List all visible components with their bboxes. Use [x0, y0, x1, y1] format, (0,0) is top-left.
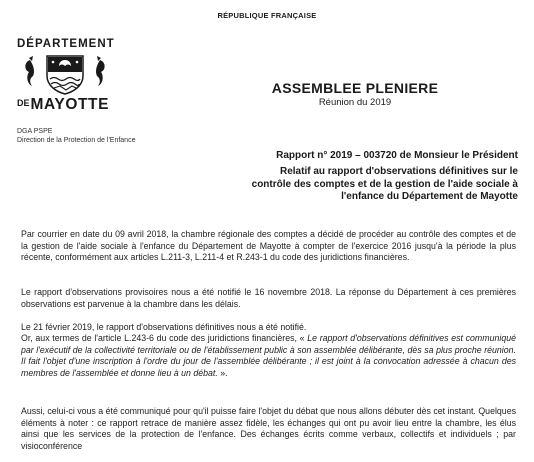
report-subject [166, 166, 518, 204]
service-reference [17, 127, 135, 145]
body-paragraph-5: Aussi, celui-ci vous a été communiqué pour qu'il puisse faire l'objet du débat que nous allons débuter dès cet instant. Quelques éléments à noter : ce rapport retrace de manière assez fidèle, les échanges qui ont pu avoir lieu entre la chambre, les élus ainsi que les services de la protection de l'enfance. Des échanges écrits comme verbaux, collectifs et individuels ; par visioconférence [21, 406, 516, 451]
body-paragraph-3: Le 21 février 2019, le rapport d'observations définitives nous a été notifié. [21, 322, 307, 332]
republique-francaise-header: RÉPUBLIQUE FRANÇAISE [217, 11, 317, 20]
meeting-subtitle: Réunion du 2019 [318, 97, 392, 108]
departement-logo-title: DÉPARTEMENT [17, 38, 115, 50]
meeting-title: ASSEMBLEE PLENIERE [271, 80, 439, 96]
report-number: Rapport n° 2019 – 003720 de Monsieur le Président [276, 150, 518, 161]
body-paragraph-1: Par courrier en date du 09 avril 2018, la chambre régionale des comptes a décidé de procéder au contrôle des comptes et de la gestion de l'aide sociale à l'enfance du Département de Mayotte à compter de l'exercice 2016 jusqu'à la période la plus récente, conformément aux articles L.211-3, L.211-4 et R.243-1 du code des juridictions financières. [21, 229, 516, 262]
report-subject-line: Relatif au rapport d'observations définitives sur le [280, 166, 518, 177]
logo-de-prefix: DE [17, 98, 30, 108]
service-line-dga: DGA PSPE [17, 128, 53, 135]
service-line-direction: Direction de la Protection de l'Enfance [17, 137, 136, 144]
body-paragraph-2: Le rapport d'observations provisoires nous a été notifié le 16 novembre 2018. La réponse du Département à ces premières observations est parvenue à la chambre dans les délais. [21, 287, 516, 309]
citation-close: ». [217, 367, 228, 378]
report-subject-line: contrôle des comptes et de la gestion de l'aide sociale à [251, 178, 518, 190]
citation-intro: Or, aux termes de l'article L.243-6 du code des juridictions financières, « [21, 333, 308, 343]
logo-mayotte-name: MAYOTTE [30, 96, 110, 113]
body-paragraph-4 [21, 333, 516, 379]
departement-logo-name [17, 96, 109, 114]
departement-seal-emblem [20, 52, 110, 96]
citation-quote: Le rapport d'observations définitives est communiqué par l'exécutif de la collectivité territoriale ou de l'établissement public à son assemblée délibérante, dès sa plus proche réunion. Il fait l'objet d'une inscription à l'ordre du jour de l'assemblée délibérante ; il est joint à la convocation adressée à chacun des membres de l'assemblée et donne lieu à un débat. [21, 333, 517, 378]
report-subject-line: l'enfance du Département de Mayotte [341, 191, 518, 202]
